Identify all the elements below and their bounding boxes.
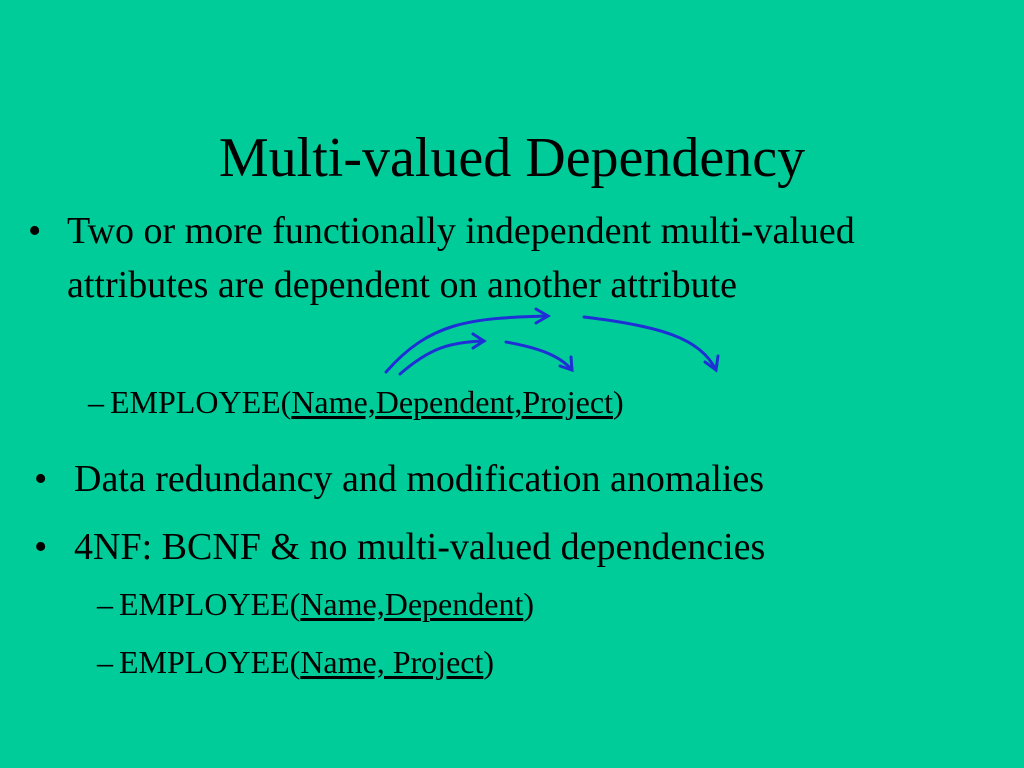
bullet-3 xyxy=(34,520,765,574)
arrow-project-curve xyxy=(584,317,716,370)
sub-prefix: EMPLOYEE( xyxy=(119,586,301,622)
sub-key-attributes: Name, Project xyxy=(300,644,484,680)
bullet-2 xyxy=(34,452,764,506)
sub-suffix: ) xyxy=(612,384,624,420)
dash-icon: – xyxy=(88,384,104,420)
sub-bullet-1-1 xyxy=(88,380,624,424)
sub-prefix: EMPLOYEE( xyxy=(110,384,292,420)
sub-bullet-3-2 xyxy=(97,640,494,684)
sub-key-attributes: Name,Dependent xyxy=(300,586,524,622)
dash-icon: – xyxy=(97,586,113,622)
slide-title: Multi-valued Dependency xyxy=(218,127,806,189)
sub-prefix: EMPLOYEE( xyxy=(119,644,301,680)
bullet-2-text: Data redundancy and modification anomalies xyxy=(74,458,765,500)
bullet-icon: • xyxy=(34,526,48,568)
arrow-name-to-dependent xyxy=(400,341,484,374)
arrow-dependent-curve xyxy=(506,342,572,370)
arrow-name-to-project xyxy=(386,316,548,372)
sub-suffix: ) xyxy=(523,586,534,622)
bullet-icon: • xyxy=(34,458,48,500)
arrow-head-icon xyxy=(473,334,484,348)
bullet-icon: • xyxy=(28,210,42,252)
bullet-3-text: 4NF: BCNF & no multi-valued dependencies xyxy=(74,526,766,568)
sub-suffix: ) xyxy=(483,644,495,680)
sub-key-attributes: Name,Dependent,Project xyxy=(291,384,613,420)
arrow-head-icon xyxy=(705,356,718,370)
sub-bullet-3-1 xyxy=(97,582,534,626)
bullet-1-text: Two or more functionally independent multi-valued attributes are dependent on another attribute xyxy=(67,210,855,306)
dash-icon: – xyxy=(97,644,113,680)
bullet-1 xyxy=(28,204,928,312)
arrow-head-icon xyxy=(560,357,572,370)
arrow-group xyxy=(386,309,718,374)
